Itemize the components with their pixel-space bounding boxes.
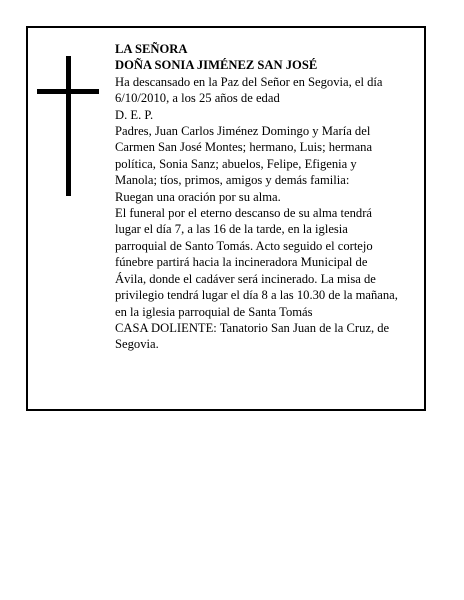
cross-icon — [37, 56, 99, 196]
text-line: lugar el día 7, a las 16 de la tarde, en la iglesia — [115, 222, 348, 237]
text-line: D. E. P. — [115, 107, 154, 122]
text-line: privilegio tendrá lugar el día 8 a las 10.30 de la mañana, — [115, 288, 398, 303]
heading-name: DOÑA SONIA JIMÉNEZ SAN JOSÉ — [115, 58, 318, 73]
text-line: política, Sonia Sanz; abuelos, Felipe, Efigenia y — [115, 156, 357, 171]
cross-horizontal-bar — [37, 89, 99, 94]
text-line: El funeral por el eterno descanso de su alma tendrá — [115, 206, 373, 221]
text-line: en la iglesia parroquial de Santa Tomás — [115, 304, 313, 319]
cross-vertical-bar — [66, 56, 71, 196]
text-line: parroquial de Santo Tomás. Acto seguido el cortejo — [115, 238, 373, 253]
text-line: Segovia. — [115, 337, 159, 352]
text-line: Ruegan una oración por su alma. — [115, 189, 281, 204]
obituary-notice — [26, 26, 426, 411]
heading-title: LA SEÑORA — [115, 42, 188, 56]
text-line: fúnebre partirá hacia la incineradora Municipal de — [115, 255, 368, 270]
text-line: 6/10/2010, a los 25 años de edad — [115, 91, 280, 106]
text-line: Carmen San José Montes; hermano, Luis; hermana — [115, 140, 373, 155]
obituary-text — [115, 41, 425, 353]
text-line: Ávila, donde el cadáver será incinerado. La misa de — [115, 271, 376, 286]
text-line: CASA DOLIENTE: Tanatorio San Juan de la Cruz, de — [115, 320, 390, 335]
text-line: Padres, Juan Carlos Jiménez Domingo y María del — [115, 124, 371, 139]
text-line: Manola; tíos, primos, amigos y demás familia: — [115, 173, 350, 188]
text-line: Ha descansado en la Paz del Señor en Segovia, el día — [115, 74, 383, 89]
